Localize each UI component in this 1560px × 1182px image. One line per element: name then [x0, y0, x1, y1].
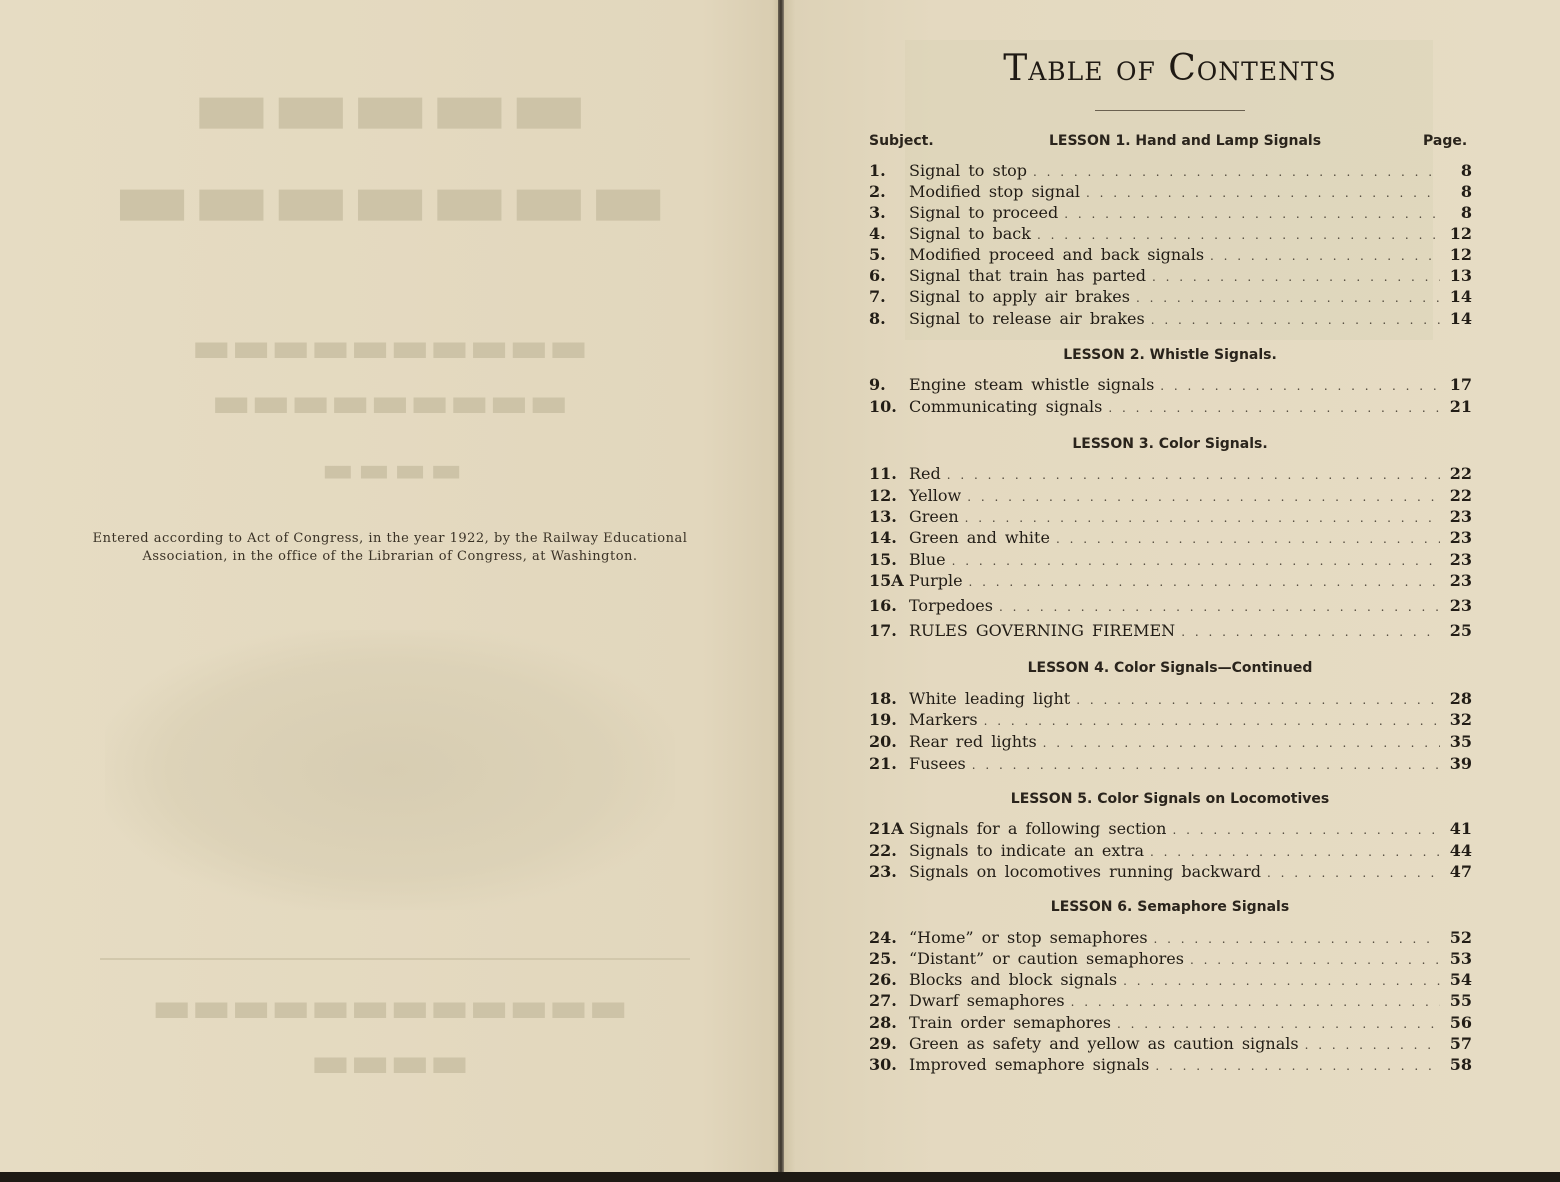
entry-label: Signals to indicate an extra [909, 841, 1145, 860]
entry-label: White leading light [909, 689, 1071, 708]
entry-label: Green and white [909, 528, 1050, 547]
entry-page: 17 [1449, 375, 1472, 394]
entry-number: 23. [869, 862, 897, 881]
toc-entry [869, 596, 1472, 618]
entry-number: 4. [869, 224, 886, 243]
dot-leader [1160, 379, 1440, 393]
title-divider [1095, 110, 1245, 111]
toc-entry [869, 928, 1472, 950]
column-header-subject: Subject. [869, 133, 934, 149]
copyright-notice: Entered according to Act of Congress, in the year 1922, by the Railway Educational Association, in the office of the Librarian of Congress, at Washington. [92, 531, 688, 564]
dot-leader [972, 758, 1440, 772]
entry-number: 5. [869, 245, 886, 264]
entry-label: Improved semaphore signals [909, 1055, 1150, 1074]
entry-label: Purple [909, 571, 963, 590]
dot-leader [999, 600, 1440, 614]
toc-entry [869, 464, 1472, 486]
toc-entry [869, 245, 1472, 267]
entry-page: 58 [1449, 1055, 1472, 1074]
entry-label: Engine steam whistle signals [909, 375, 1155, 394]
show-through-subtitle: ▬▬▬▬▬▬▬▬▬▬ ▬▬▬▬▬▬▬▬▬ [191, 322, 589, 426]
entry-label: Communicating signals [909, 397, 1103, 416]
entry-label: Signal to apply air brakes [909, 287, 1130, 306]
entry-page: 57 [1449, 1034, 1472, 1053]
entry-page: 52 [1449, 928, 1472, 947]
toc-entry [869, 375, 1472, 397]
toc-entry [869, 309, 1472, 331]
entry-page: 47 [1449, 862, 1472, 881]
entry-number: 13. [869, 507, 897, 526]
entry-page: 8 [1460, 161, 1472, 180]
dot-leader [1033, 165, 1440, 179]
toc-entry [869, 991, 1472, 1013]
entry-label: Signal to stop [909, 161, 1028, 180]
entry-page: 56 [1449, 1013, 1472, 1032]
entry-label: Rear red lights [909, 732, 1037, 751]
entry-page: 14 [1449, 287, 1472, 306]
dot-leader [1267, 866, 1440, 880]
dot-leader [952, 554, 1440, 568]
dot-leader [1071, 995, 1440, 1009]
entry-page: 12 [1449, 224, 1472, 243]
toc-entry [869, 1013, 1472, 1035]
entry-page: 41 [1449, 819, 1472, 838]
page-title: Table of Contents [1003, 48, 1337, 89]
entry-page: 44 [1449, 841, 1472, 860]
entry-label: Yellow [909, 486, 962, 505]
entry-number: 18. [869, 689, 897, 708]
dot-leader [969, 575, 1440, 589]
entry-number: 21. [869, 754, 897, 773]
lesson-heading-5: LESSON 5. Color Signals on Locomotives [1010, 791, 1330, 807]
toc-entry [869, 182, 1472, 204]
entry-number: 6. [869, 266, 886, 285]
dot-leader [1056, 532, 1440, 546]
toc-entry [869, 754, 1472, 776]
entry-number: 28. [869, 1013, 897, 1032]
entry-page: 25 [1449, 621, 1472, 640]
lesson-heading-2: LESSON 2. Whistle Signals. [1063, 347, 1277, 363]
entry-number: 14. [869, 528, 897, 547]
dot-leader [967, 490, 1440, 504]
entry-label: Markers [909, 710, 978, 729]
toc-entry [869, 397, 1472, 419]
entry-number: 2. [869, 182, 886, 201]
entry-label: Modified stop signal [909, 182, 1080, 201]
entry-page: 8 [1460, 182, 1472, 201]
entry-number: 15. [869, 550, 897, 569]
toc-entry [869, 819, 1472, 841]
dot-leader [1076, 693, 1440, 707]
toc-entry [869, 732, 1472, 754]
entry-page: 35 [1449, 732, 1472, 751]
toc-entry [869, 550, 1472, 572]
column-header-page: Page. [1423, 133, 1468, 149]
entry-label: Fusees [909, 754, 966, 773]
book-gutter [778, 0, 784, 1182]
dot-leader [1037, 228, 1440, 242]
dot-leader [1117, 1017, 1440, 1031]
entry-page: 23 [1449, 571, 1472, 590]
entry-number: 25. [869, 949, 897, 968]
dot-leader [1150, 845, 1440, 859]
show-through-title: ▬▬▬▬▬ ▬▬▬▬▬▬▬ [112, 56, 668, 248]
toc-entry [869, 710, 1472, 732]
entry-label: Red [909, 464, 941, 483]
dot-leader [1151, 313, 1440, 327]
entry-label: Blocks and block signals [909, 970, 1118, 989]
entry-label: Torpedoes [909, 596, 993, 615]
entry-number: 8. [869, 309, 886, 328]
toc-entry [869, 287, 1472, 309]
dot-leader [1064, 207, 1440, 221]
show-through-publisher: ▬▬▬▬▬▬▬▬▬▬▬▬ ▬▬▬▬ [151, 982, 629, 1086]
dot-leader [947, 468, 1440, 482]
entry-page: 8 [1460, 203, 1472, 222]
dot-leader [1172, 823, 1440, 837]
toc-entry [869, 1055, 1472, 1077]
dot-leader [1190, 953, 1440, 967]
entry-label: Signals for a following section [909, 819, 1167, 838]
dot-leader [1181, 625, 1440, 639]
entry-page: 13 [1449, 266, 1472, 285]
dot-leader [1305, 1038, 1440, 1052]
lesson-heading-3: LESSON 3. Color Signals. [1072, 436, 1268, 452]
entry-label: Modified proceed and back signals [909, 245, 1205, 264]
entry-number: 17. [869, 621, 897, 640]
toc-entry [869, 224, 1472, 246]
entry-page: 23 [1449, 596, 1472, 615]
entry-label: Signals on locomotives running backward [909, 862, 1261, 881]
entry-number: 30. [869, 1055, 897, 1074]
dot-leader [1155, 1059, 1440, 1073]
toc-entry [869, 1034, 1472, 1056]
entry-page: 28 [1449, 689, 1472, 708]
toc-entry [869, 621, 1472, 643]
entry-page: 55 [1449, 991, 1472, 1010]
toc-entry [869, 203, 1472, 225]
entry-number: 24. [869, 928, 897, 947]
entry-page: 12 [1449, 245, 1472, 264]
toc-entry [869, 507, 1472, 529]
dot-leader [1123, 974, 1440, 988]
entry-number: 12. [869, 486, 897, 505]
entry-number: 16. [869, 596, 897, 615]
dot-leader [965, 511, 1440, 525]
dot-leader [1154, 932, 1440, 946]
entry-label: Dwarf semaphores [909, 991, 1065, 1010]
entry-label: “Distant” or caution semaphores [909, 949, 1184, 968]
entry-page: 14 [1449, 309, 1472, 328]
entry-label: Train order semaphores [909, 1013, 1111, 1032]
show-through-illustration [105, 630, 675, 910]
toc-entry [869, 689, 1472, 711]
entry-label: Signal to proceed [909, 203, 1059, 222]
toc-entry [869, 528, 1472, 550]
entry-page: 22 [1449, 486, 1472, 505]
show-through-rule [100, 958, 690, 960]
dot-leader [1108, 401, 1440, 415]
lesson-heading-4: LESSON 4. Color Signals—Continued [1027, 660, 1313, 676]
entry-page: 32 [1449, 710, 1472, 729]
show-through-part: ▬▬▬▬ [317, 450, 463, 490]
entry-number: 15A [869, 571, 904, 590]
lesson-heading-6: LESSON 6. Semaphore Signals [1050, 899, 1290, 915]
entry-number: 9. [869, 375, 886, 394]
entry-number: 21A [869, 819, 904, 838]
entry-label: RULES GOVERNING FIREMEN [909, 621, 1176, 640]
toc-entry [869, 862, 1472, 884]
entry-page: 23 [1449, 528, 1472, 547]
entry-label: Blue [909, 550, 946, 569]
dot-leader [1136, 291, 1440, 305]
toc-entry [869, 841, 1472, 863]
entry-page: 54 [1449, 970, 1472, 989]
entry-label: Signal to back [909, 224, 1031, 243]
entry-number: 10. [869, 397, 897, 416]
entry-number: 19. [869, 710, 897, 729]
entry-number: 3. [869, 203, 886, 222]
entry-label: Green as safety and yellow as caution signals [909, 1034, 1299, 1053]
entry-number: 26. [869, 970, 897, 989]
entry-number: 7. [869, 287, 886, 306]
entry-number: 1. [869, 161, 886, 180]
entry-page: 39 [1449, 754, 1472, 773]
dot-leader [1043, 736, 1440, 750]
toc-entry [869, 161, 1472, 183]
toc-entry [869, 266, 1472, 288]
entry-label: “Home” or stop semaphores [909, 928, 1148, 947]
entry-page: 21 [1449, 397, 1472, 416]
entry-page: 53 [1449, 949, 1472, 968]
entry-page: 23 [1449, 550, 1472, 569]
toc-entry [869, 571, 1472, 593]
entry-label: Green [909, 507, 959, 526]
dot-leader [984, 714, 1440, 728]
toc-entry [869, 970, 1472, 992]
entry-number: 11. [869, 464, 897, 483]
entry-page: 22 [1449, 464, 1472, 483]
toc-entry [869, 949, 1472, 971]
dot-leader [1086, 186, 1440, 200]
entry-number: 27. [869, 991, 897, 1010]
dot-leader [1152, 270, 1440, 284]
scan-bottom-edge [0, 1172, 1560, 1182]
entry-label: Signal that train has parted [909, 266, 1146, 285]
dot-leader [1210, 249, 1440, 263]
lesson-heading-1: LESSON 1. Hand and Lamp Signals [1048, 133, 1322, 149]
entry-number: 29. [869, 1034, 897, 1053]
entry-number: 20. [869, 732, 897, 751]
entry-number: 22. [869, 841, 897, 860]
entry-page: 23 [1449, 507, 1472, 526]
entry-label: Signal to release air brakes [909, 309, 1145, 328]
toc-entry [869, 486, 1472, 508]
